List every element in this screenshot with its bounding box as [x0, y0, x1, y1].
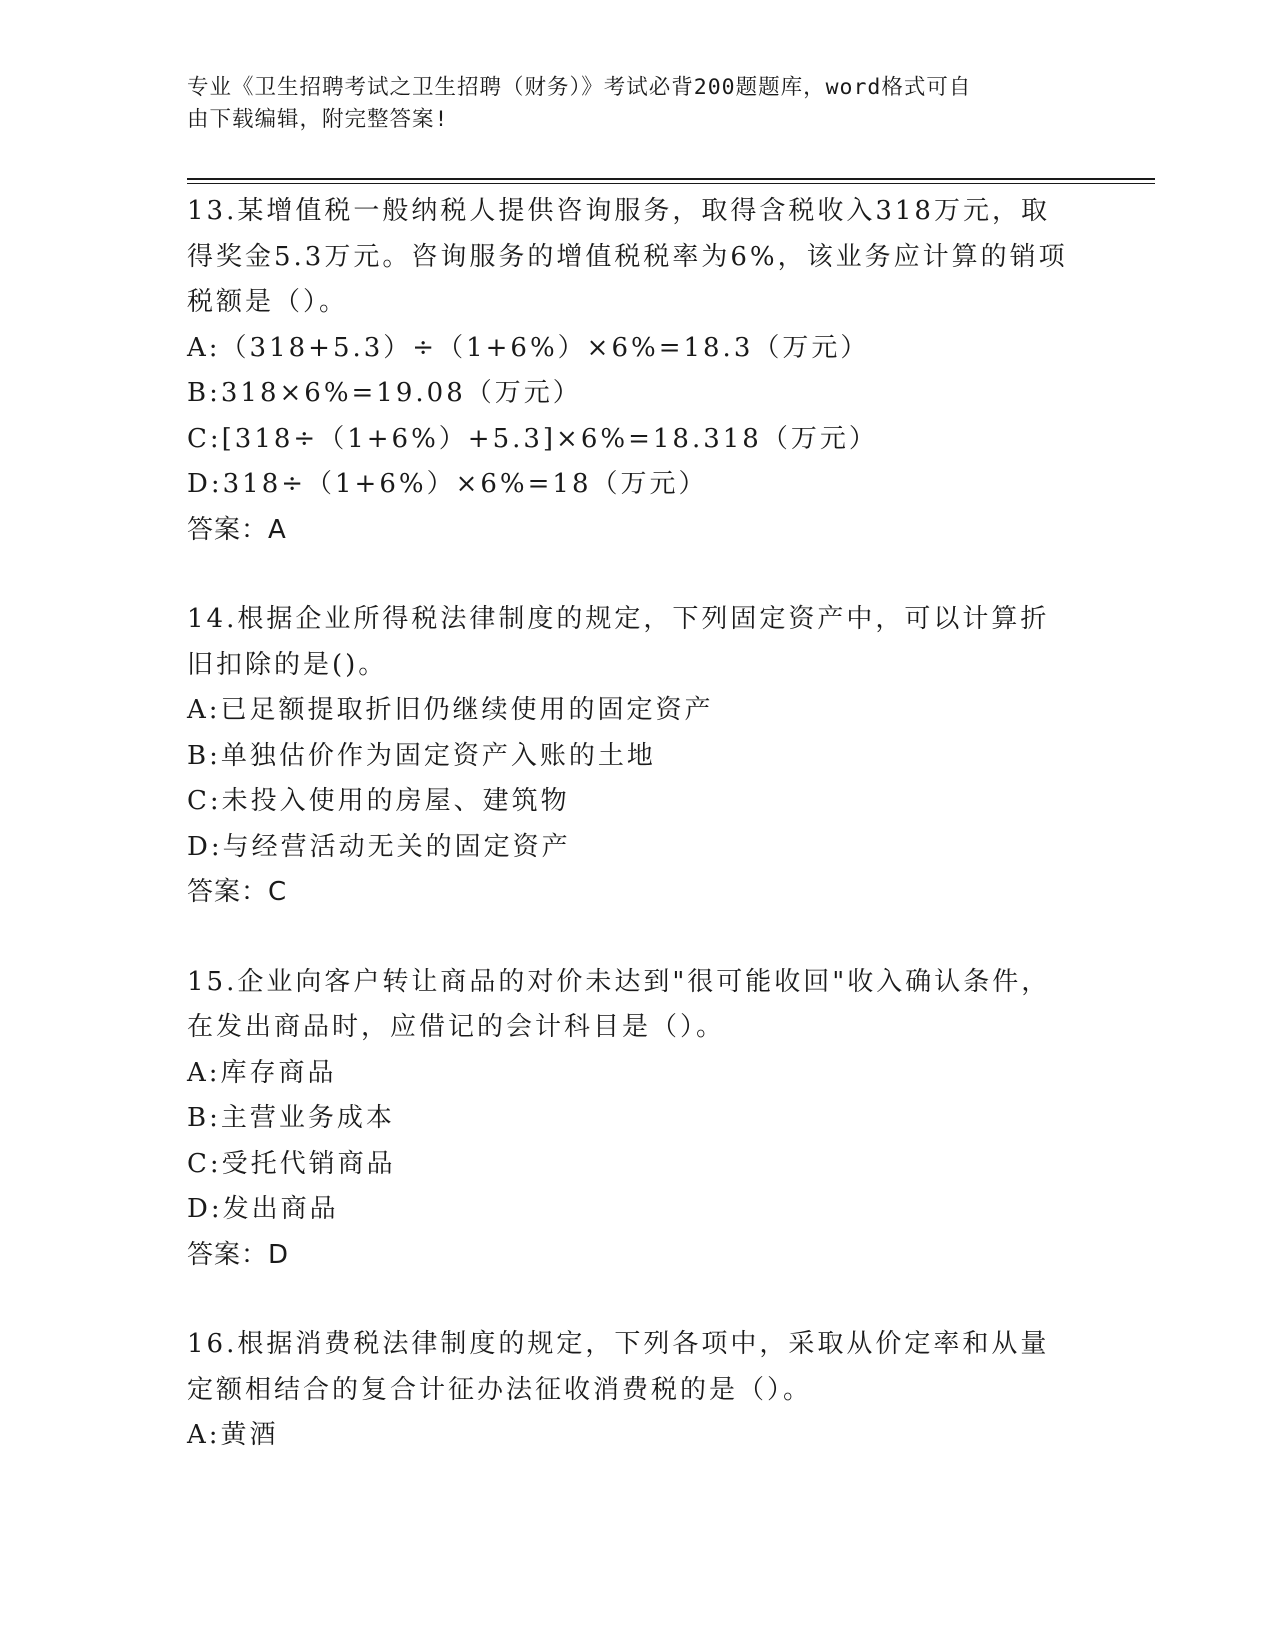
option-a: A:（318+5.3）÷（1+6%）×6%=18.3（万元） — [187, 332, 870, 363]
option-a: A:库存商品 — [187, 1057, 337, 1088]
question-stem: 13.某增值税一般纳税人提供咨询服务，取得含税收入318万元，取得奖金5.3万元。咨询服务的增值税税率为6%，该业务应计算的销项税额是（）。 — [187, 196, 1068, 317]
question-16 — [187, 1322, 1087, 1459]
answer-label: 答案：A — [187, 514, 287, 545]
question-13 — [187, 189, 1087, 553]
answer-label: 答案：C — [187, 877, 288, 907]
question-15 — [187, 960, 1087, 1279]
document-header — [187, 72, 1067, 136]
question-stem: 16.根据消费税法律制度的规定，下列各项中，采取从价定率和从量定额相结合的复合计征办法征收消费税的是（）。 — [187, 1329, 1050, 1405]
option-d: D:318÷（1+6%）×6%=18（万元） — [187, 469, 708, 499]
answer-label: 答案：D — [187, 1239, 290, 1270]
header-line-2: 由下载编辑，附完整答案! — [187, 107, 449, 132]
option-a: A:已足额提取折旧仍继续使用的固定资产 — [187, 695, 714, 725]
option-b: B:单独估价作为固定资产入账的土地 — [187, 740, 656, 771]
question-list — [187, 189, 1087, 1503]
question-stem: 14.根据企业所得税法律制度的规定，下列固定资产中，可以计算折旧扣除的是()。 — [187, 604, 1050, 680]
header-divider-thin — [187, 183, 1155, 184]
option-a: A:黄酒 — [187, 1420, 279, 1450]
option-c: C:[318÷（1+6%）+5.3]×6%=18.318（万元） — [187, 423, 878, 454]
option-d: D:与经营活动无关的固定资产 — [187, 831, 571, 862]
option-c: C:未投入使用的房屋、建筑物 — [187, 786, 570, 816]
header-line-1: 专业《卫生招聘考试之卫生招聘（财务）》考试必背200题题库，word格式可自 — [187, 75, 972, 100]
option-d: D:发出商品 — [187, 1194, 339, 1224]
header-divider-thick — [187, 178, 1155, 180]
option-b: B:318×6%=19.08（万元） — [187, 378, 582, 408]
question-14 — [187, 597, 1087, 916]
option-b: B:主营业务成本 — [187, 1103, 395, 1133]
question-stem: 15.企业向客户转让商品的对价未达到"很可能收回"收入确认条件，在发出商品时，应借记的会计科目是（）。 — [187, 966, 1051, 1042]
option-c: C:受托代销商品 — [187, 1148, 396, 1179]
